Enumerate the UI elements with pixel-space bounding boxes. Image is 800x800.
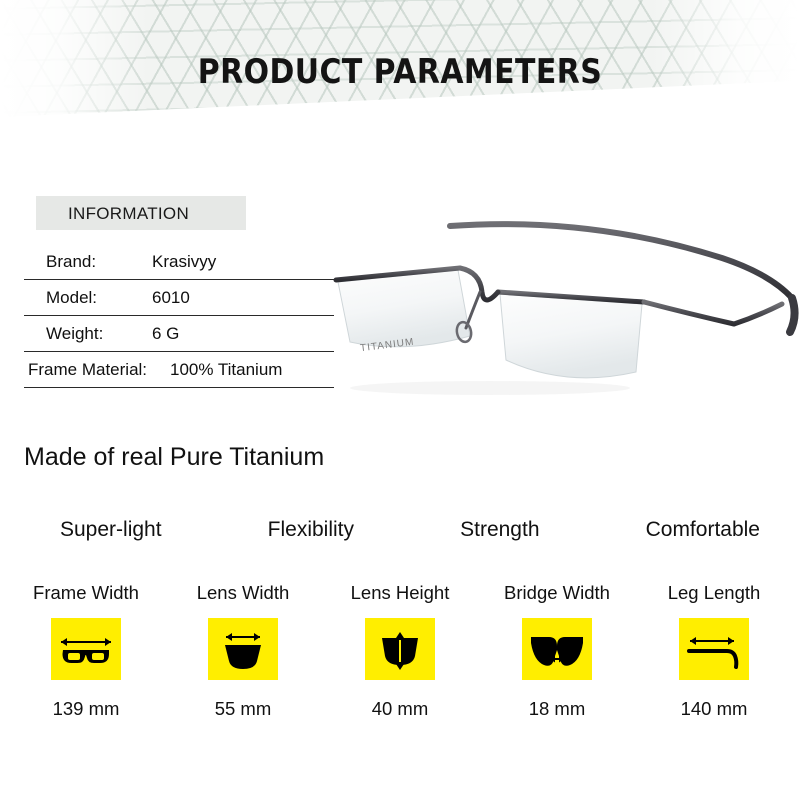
measurement-value: 55 mm [214,698,272,719]
row-label: Model: [46,287,98,307]
row-value: 6 G [152,323,180,343]
row-label: Weight: [46,323,104,343]
nose-pad-arm [466,292,480,328]
lens-width-icon [208,618,278,680]
measurements-list [8,582,792,720]
measurement-value: 40 mm [371,698,429,719]
feature-item: Comfortable [645,518,760,541]
measurement-value: 18 mm [528,698,586,719]
measurement-item-lens-height [322,582,478,720]
information-table [24,244,334,388]
right-end-piece [644,302,734,324]
measurement-value: 140 mm [680,698,748,719]
temple-tip [790,298,795,332]
information-tab-label: INFORMATION [68,204,190,223]
features-list [60,518,760,542]
measurement-item-frame-width [8,582,164,720]
bridge-width-icon [522,618,592,680]
frame-width-icon [51,618,121,680]
table-row [24,244,334,280]
drop-shadow [350,381,630,395]
table-row [24,280,334,316]
measurement-title: Leg Length [667,582,761,603]
table-row [24,352,334,388]
left-lens [338,270,470,347]
product-image [330,212,800,422]
row-value: 6010 [152,287,190,307]
measurement-title: Lens Height [350,582,450,603]
measurement-item-lens-width [165,582,321,720]
eyeglasses-illustration [330,212,800,422]
temple-arm-top [450,224,792,298]
row-label: Brand: [46,251,97,271]
measurement-title: Frame Width [33,582,139,603]
temple-arm-lower [734,304,782,324]
tagline: Made of real Pure Titanium [24,443,325,471]
row-value: Krasivyy [152,251,217,271]
measurement-item-bridge-width [479,582,635,720]
measurement-item-leg-length [636,582,792,720]
header-banner [0,0,800,150]
feature-item: Super-light [60,518,162,541]
measurement-title: Lens Width [196,582,290,603]
page-title: PRODUCT PARAMETERS [197,52,603,92]
measurement-value: 139 mm [52,698,120,719]
row-value: 100% Titanium [170,359,283,379]
feature-item: Strength [460,518,540,541]
row-label: Frame Material: [28,359,148,379]
leg-length-icon [679,618,749,680]
feature-item: Flexibility [267,518,355,541]
right-lens [500,294,642,378]
lens-height-icon [365,618,435,680]
measurement-title: Bridge Width [504,582,610,603]
table-row [24,316,334,352]
lens-etching-text: TITANIUM [359,336,415,355]
